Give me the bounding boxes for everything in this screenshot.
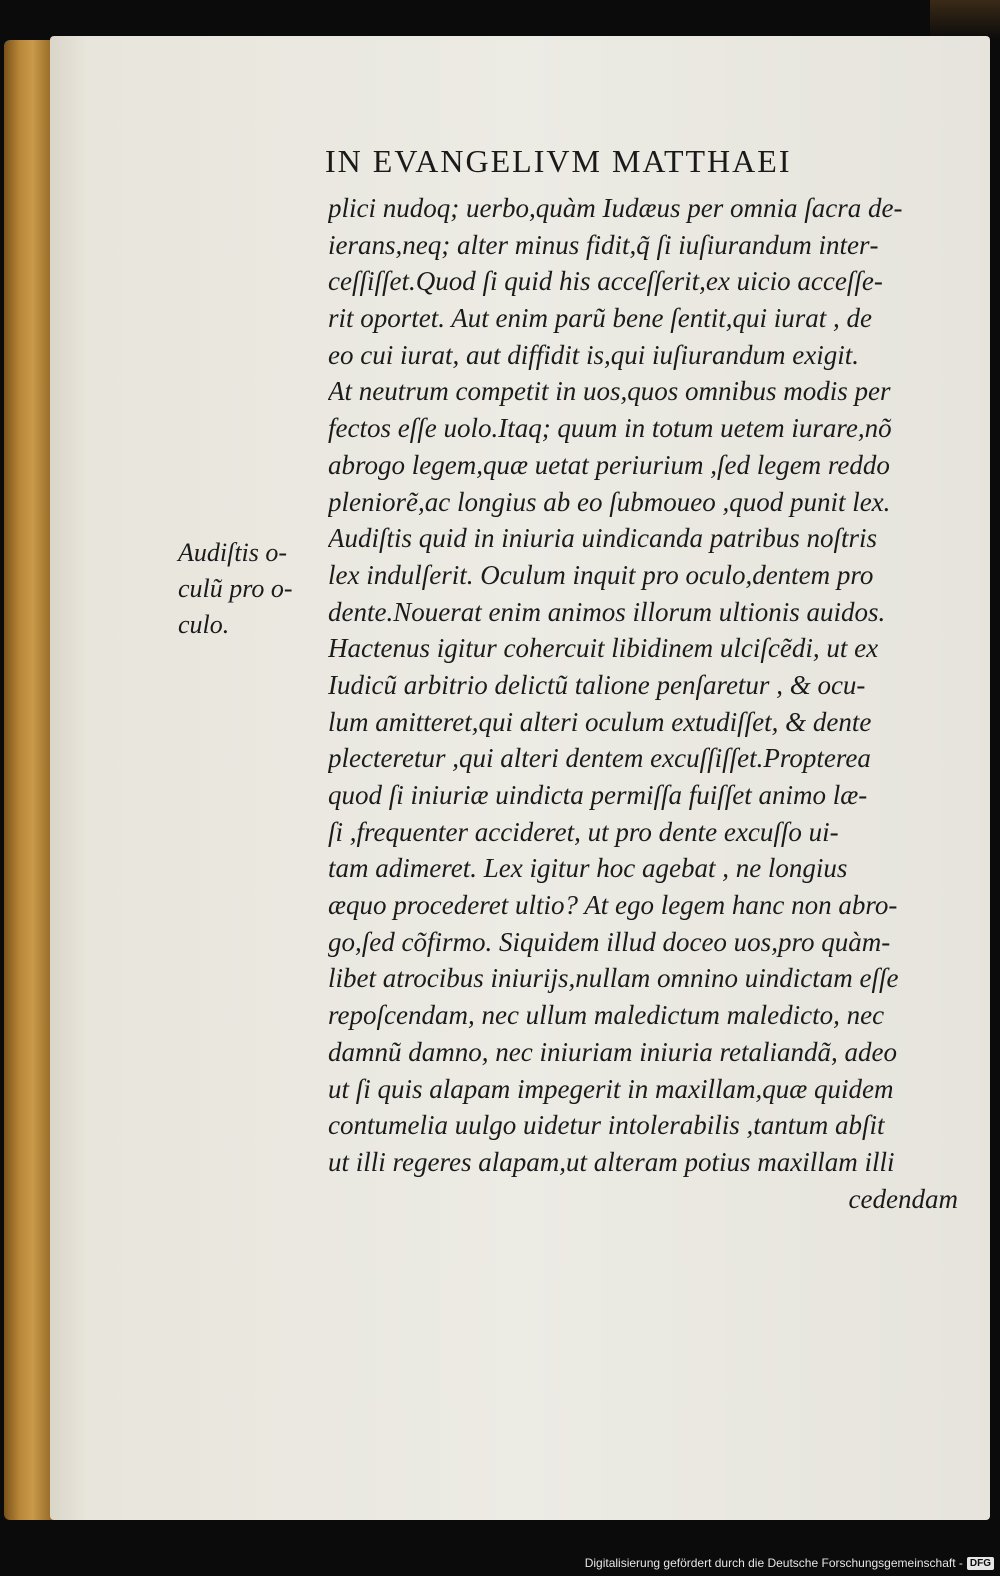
text-line: abrogo legem,quæ uetat periurium ,ſed legem reddo (328, 449, 890, 480)
text-line: eo cui iurat, aut diffidit is,qui iuſiurandum exigit. (328, 339, 859, 370)
text-line: libet atrocibus iniurijs,nullam omnino uindictam eſſe (328, 963, 899, 994)
text-line: tam adimeret. Lex igitur hoc agebat , ne longius (328, 853, 848, 884)
page-corner-shadow (930, 0, 1000, 40)
text-line: Hactenus igitur cohercuit libidinem ulciſcẽdi, ut ex (328, 633, 879, 664)
text-line: At neutrum competit in uos,quos omnibus modis per (328, 376, 891, 407)
marginal-note-line: Audiſtis o‑ (178, 538, 288, 567)
text-line: plici nudoq; uerbo,quàm Iudæus per omnia ſacra de‑ (328, 193, 903, 223)
text-line: æquo procederet ultio? At ego legem hanc non abro‑ (328, 890, 898, 921)
text-line: ſi ,frequenter accideret, ut pro dente excuſſo ui‑ (328, 816, 839, 847)
text-line: repoſcendam, nec ullum maledictum maledicto, nec (328, 1000, 885, 1031)
text-line: rit oportet. Aut enim parũ bene ſentit,qui iurat , de (328, 303, 872, 334)
text-line: lum amitteret,qui alteri oculum extudiſſet, & dente (328, 706, 872, 737)
marginal-note-line: culo. (178, 610, 230, 639)
text-line: plecteretur ,qui alteri dentem excuſſiſſet.Propterea (328, 743, 871, 774)
text-line: lex indulſerit. Oculum inquit pro oculo,dentem pro (328, 559, 874, 590)
book-fore-edge (4, 40, 56, 1520)
running-title: IN EVANGELIVM MATTHAEI (325, 143, 792, 179)
text-line: fectos eſſe uolo.Itaq; quum in totum uetem iurare,nõ (328, 413, 892, 444)
text-line: ut illi regeres alapam,ut alteram potius maxillam illi (328, 1146, 895, 1177)
text-line: damnũ damno, nec iniuriam iniuria retaliandã, adeo (328, 1036, 897, 1067)
main-text-block (328, 190, 958, 1217)
text-line: dente.Nouerat enim animos illorum ultionis auidos. (328, 596, 886, 627)
marginal-note (178, 535, 328, 643)
digitization-credit (585, 1554, 994, 1572)
text-line: ierans,neq; alter minus fidit,q̃ ſi iuſiurandum inter‑ (328, 229, 879, 260)
text-line: pleniorẽ,ac longius ab eo ſubmoueo ,quod punit lex. (328, 486, 891, 517)
dfg-logo: DFG (967, 1557, 994, 1570)
marginal-note-line: culũ pro o‑ (178, 574, 293, 603)
text-line: go,ſed cõfirmo. Siquidem illud doceo uos,pro quàm‑ (328, 926, 891, 957)
text-line: quod ſi iniuriæ uindicta permiſſa fuiſſet animo læ‑ (328, 780, 868, 810)
text-line: Audiſtis quid in iniuria uindicanda patribus noſtris (328, 523, 878, 554)
catchword: cedendam (848, 1183, 958, 1214)
credit-text: Digitalisierung gefördert durch die Deutsche Forschungsgemeinschaft - (584, 1556, 963, 1570)
text-line: contumelia uulgo uidetur intolerabilis ,tantum abſit (328, 1110, 885, 1141)
text-line: Iudicũ arbitrio delictũ talione penſaretur , & ocu‑ (328, 669, 866, 700)
text-line: ut ſi quis alapam impegerit in maxillam,quæ quidem (328, 1073, 894, 1104)
text-line: ceſſiſſet.Quod ſi quid his acceſſerit,ex uicio acceſſe‑ (328, 266, 883, 297)
